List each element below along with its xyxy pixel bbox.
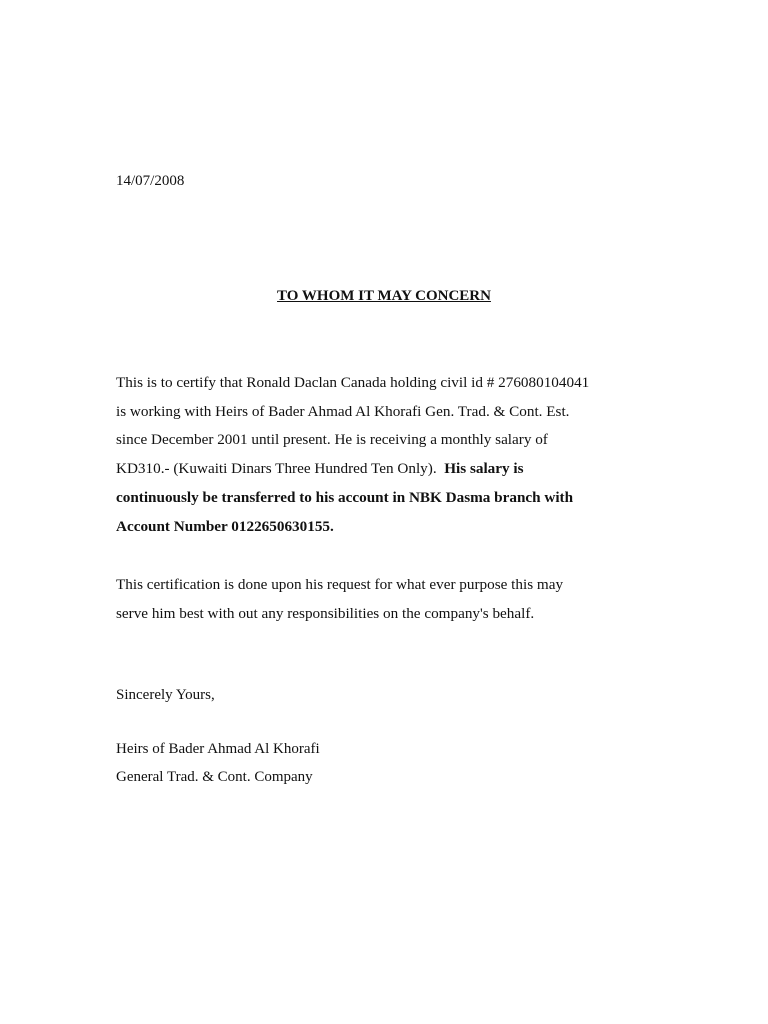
paragraph2-line2: serve him best with out any responsibilities on the company's behalf. [116,605,535,622]
paragraph1-line6: Account Number 0122650630155. [116,518,334,535]
letter-closing: Sincerely Yours, [116,687,215,703]
paragraph2-line1: This certification is done upon his request for what ever purpose this may [116,576,564,593]
letter-date: 14/07/2008 [116,173,185,189]
paragraph1-line2: is working with Heirs of Bader Ahmad Al Khorafi Gen. Trad. & Cont. Est. [116,403,570,420]
paragraph1-line1: This is to certify that Ronald Daclan Canada holding civil id # 276080104041 [116,374,590,391]
signature-line2: General Trad. & Cont. Company [116,769,313,785]
signature-line1: Heirs of Bader Ahmad Al Khorafi [116,741,320,757]
paragraph1-line5: continuously be transferred to his account in NBK Dasma branch with [116,489,574,506]
paragraph1-line4-bold: His salary is [444,460,524,477]
paragraph1-line4-normal: KD310.- (Kuwaiti Dinars Three Hundred Ten Only). [116,460,445,477]
letter-heading: TO WHOM IT MAY CONCERN [277,288,491,304]
paragraph1-line4 [116,460,524,478]
paragraph1-line3: since December 2001 until present. He is receiving a monthly salary of [116,431,548,448]
